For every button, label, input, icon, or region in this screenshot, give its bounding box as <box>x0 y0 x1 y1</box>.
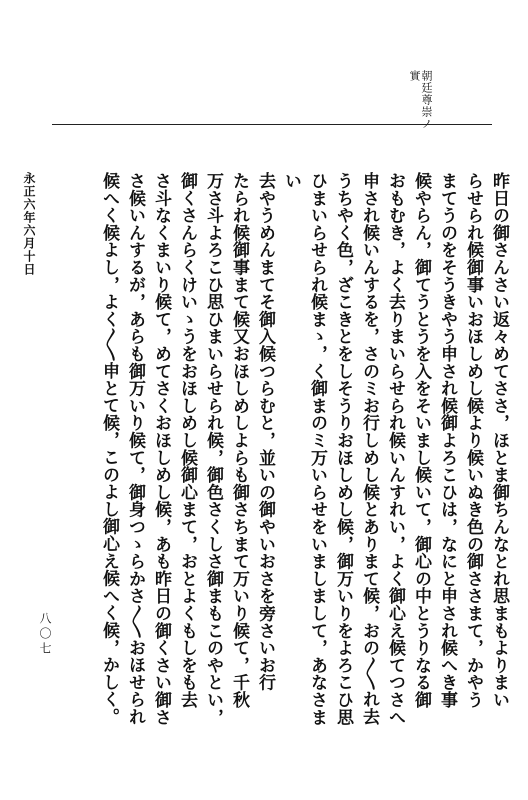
page-number: 八〇七 <box>38 612 52 657</box>
text-column: 去やうめんまてそ御入候つらむと，並いの御やいおさを旁さいお行 <box>255 172 275 691</box>
text-column: 万さ斗よろこひ思ひまいらせられ候，御色さくしさ御まもこのやとい， <box>203 172 223 726</box>
header-note: 朝廷尊崇ノ實 <box>408 70 433 130</box>
text-column: 候へく候よし，よく〳〵申とて候，このよし御心え候へく候，かしく。 <box>99 172 119 726</box>
text-column: うちやく色，ざこきとをしそうりおほしめし候，御万いりをよろこひ思 <box>333 172 353 726</box>
text-column: さ候いんするが，あらも御万いり候て，御身つゝらかさ〳〵おほせられ <box>125 172 145 726</box>
text-column: たられ候御事まて候又おほしめしよらも御さちまて万いり候て，千秋 <box>229 172 249 709</box>
header-rule <box>52 124 492 125</box>
text-column: おもむき，よく去りまいらせられ候いんすれい，よく御心え候てつさへ <box>385 172 405 726</box>
text-column: 申され候いんするを，さのミお行しめし候とありまて候，おの〳〵れ去 <box>359 172 379 726</box>
text-column: らせられ候御事いおほしめし候より候いぬき色の御ささまて，かやう <box>463 172 483 709</box>
text-column: ひまいらせられ候まゝ，く御まのミ万いらせをいましまして，あなさまい <box>281 172 327 726</box>
text-column: 御くさんらくけいゝうをおほしめし候御心まて，おとよくもしをも去 <box>177 172 197 709</box>
text-column: さ斗なくまいり候て，めてさくおほしめし候，あも昨日の御くさい御さ <box>151 172 171 726</box>
text-column: まてうのをそうきやう申され候御よろこひは，なにと申され候へき事 <box>437 172 457 709</box>
date-line: 永正六年六月十日 <box>22 172 36 276</box>
text-column: 候やらん，御てうとうを入をそいまし候いて，御心の中とうりなる御 <box>411 172 431 709</box>
text-column: 昨日の御さんさい返々めてささ，ほとま御ちんなとれ思まもよりまい <box>489 172 509 709</box>
letter-body <box>57 172 512 727</box>
